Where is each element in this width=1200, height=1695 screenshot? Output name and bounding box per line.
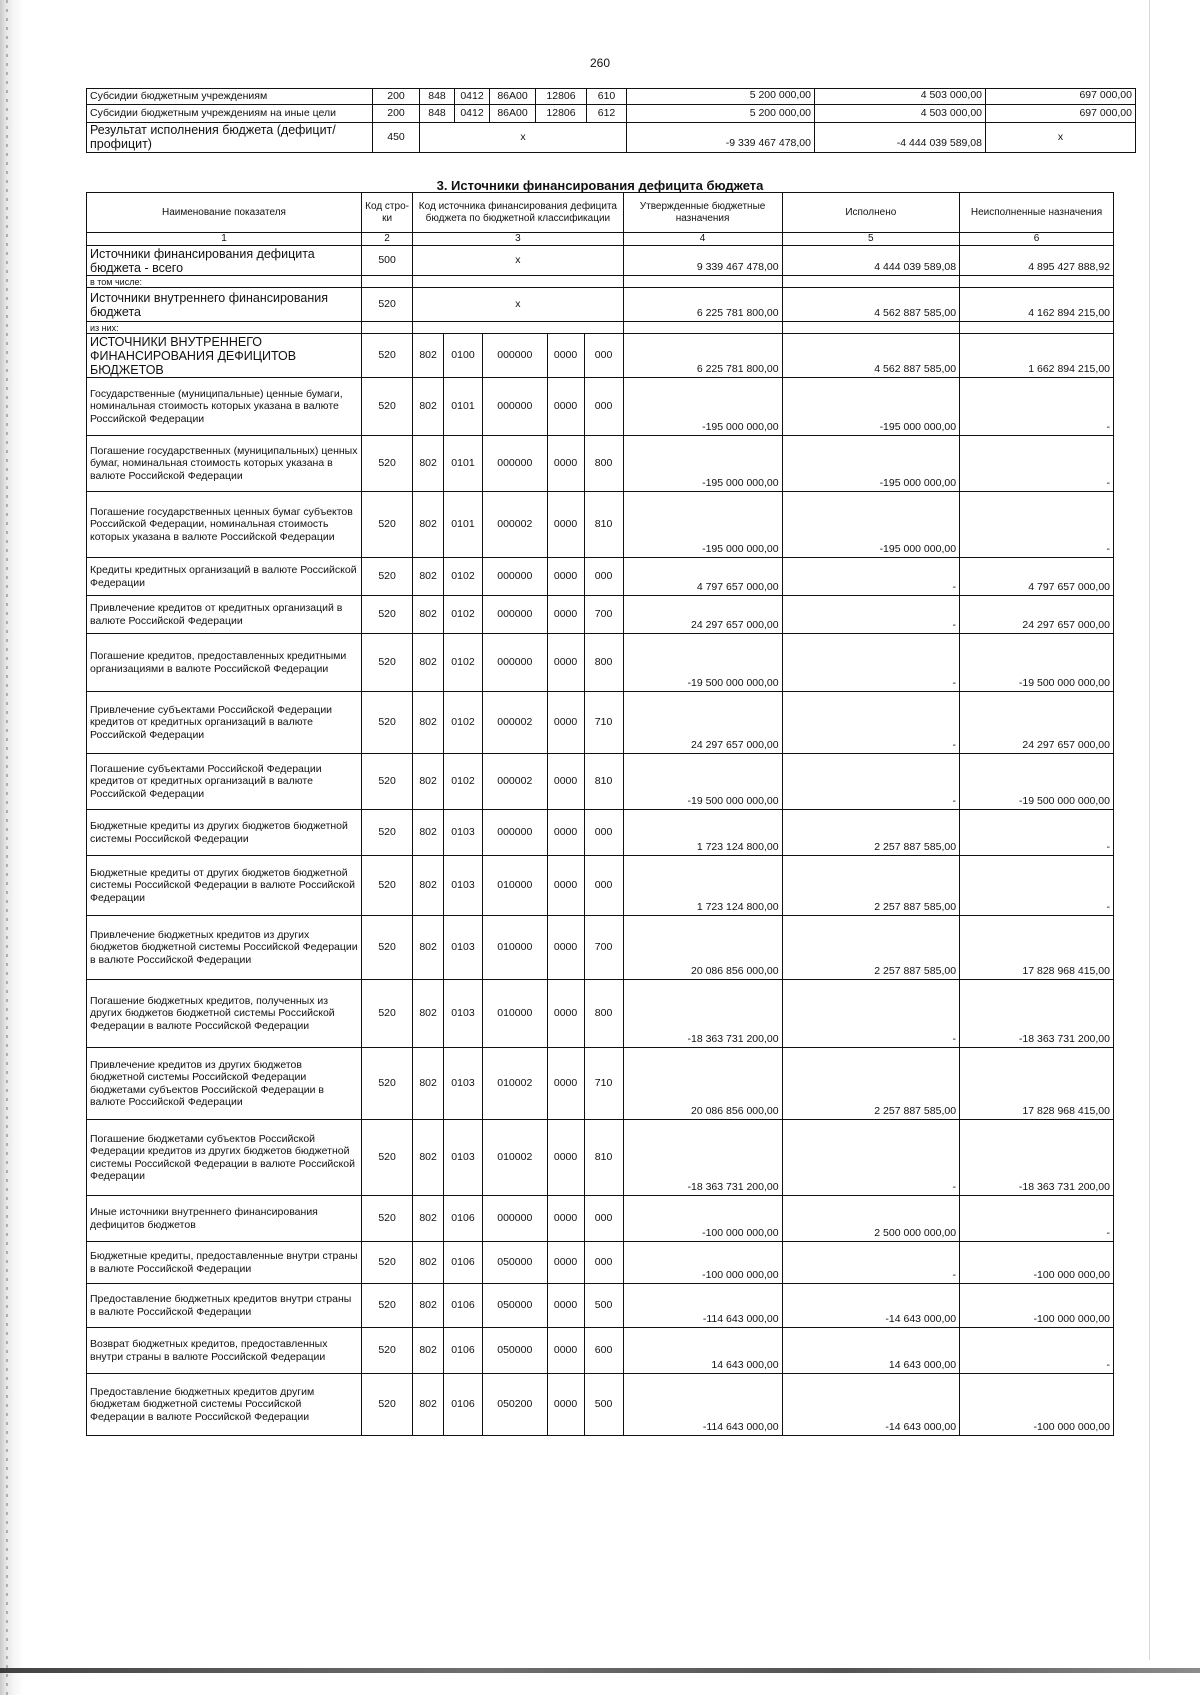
row-code-c1: 802 xyxy=(413,558,444,596)
row-code-c1: 802 xyxy=(413,810,444,856)
row-line-code: 520 xyxy=(361,596,412,634)
row-approved: -114 643 000,00 xyxy=(623,1374,782,1436)
row-code-c3: 86А00 xyxy=(490,104,536,122)
table-row xyxy=(87,596,1114,634)
row-remaining: 4 797 657 000,00 xyxy=(960,558,1114,596)
row-name: Возврат бюджетных кредитов, предоставленных внутри страны в валюте Российской Федерации xyxy=(87,1328,362,1374)
row-code-c4: 0000 xyxy=(547,596,584,634)
row-code-c3: 86А00 xyxy=(490,89,536,105)
row-remaining: -19 500 000 000,00 xyxy=(960,754,1114,810)
row-approved: -100 000 000,00 xyxy=(623,1196,782,1242)
row-name: Погашение бюджетами субъектов Российской Федерации кредитов из других бюджетов бюджетной системы Российской Федерации в валюте Российской Федерации xyxy=(87,1120,362,1196)
row-code-c2: 0103 xyxy=(443,916,482,980)
row-approved: 4 797 657 000,00 xyxy=(623,558,782,596)
row-code-c3: 000000 xyxy=(482,558,547,596)
row-approved: 5 200 000,00 xyxy=(627,89,815,105)
row-remaining: - xyxy=(960,810,1114,856)
row-code-c3: 000000 xyxy=(482,810,547,856)
row-line-code: 520 xyxy=(361,1374,412,1436)
row-approved: 24 297 657 000,00 xyxy=(623,596,782,634)
row-line-code: 520 xyxy=(361,634,412,692)
row-name: Бюджетные кредиты от других бюджетов бюджетной системы Российской Федерации в валюте Российской Федерации xyxy=(87,856,362,916)
row-executed: 2 257 887 585,00 xyxy=(782,856,959,916)
row-remaining: 24 297 657 000,00 xyxy=(960,596,1114,634)
row-executed: 2 257 887 585,00 xyxy=(782,810,959,856)
row-code-c3: 010000 xyxy=(482,980,547,1048)
row-code-c5: 700 xyxy=(584,916,623,980)
row-code-c5: 000 xyxy=(584,1242,623,1284)
row-executed: -195 000 000,00 xyxy=(782,436,959,492)
row-code-c2: 0103 xyxy=(443,810,482,856)
header-executed: Исполнено xyxy=(782,193,959,233)
row-name: Субсидии бюджетным учреждениям на иные цели xyxy=(87,104,373,122)
colnum-4: 4 xyxy=(623,233,782,246)
row-code-c2: 0412 xyxy=(455,89,490,105)
row-executed: 2 257 887 585,00 xyxy=(782,1048,959,1120)
row-approved: -18 363 731 200,00 xyxy=(623,1120,782,1196)
row-code-c3: 000000 xyxy=(482,334,547,378)
internal-code: x xyxy=(413,288,623,322)
row-code-c3: 010002 xyxy=(482,1048,547,1120)
row-remaining: 17 828 968 415,00 xyxy=(960,916,1114,980)
row-code-c5: 700 xyxy=(584,596,623,634)
row-approved: 14 643 000,00 xyxy=(623,1328,782,1374)
row-code-c1: 802 xyxy=(413,754,444,810)
row-code-c3: 050000 xyxy=(482,1328,547,1374)
row-code-c4: 0000 xyxy=(547,754,584,810)
row-code-c4: 0000 xyxy=(547,1196,584,1242)
row-remaining: - xyxy=(960,1196,1114,1242)
row-name: Привлечение бюджетных кредитов из других бюджетов бюджетной системы Российской Федерации в валюте Российской Федерации xyxy=(87,916,362,980)
total-approved: 9 339 467 478,00 xyxy=(623,246,782,276)
table-row xyxy=(87,1196,1114,1242)
row-line-code: 520 xyxy=(361,334,412,378)
row-code-c1: 802 xyxy=(413,334,444,378)
row-line-code: 520 xyxy=(361,378,412,436)
row-code-c5: 500 xyxy=(584,1374,623,1436)
row-code-c4: 0000 xyxy=(547,634,584,692)
row-code-c4: 12806 xyxy=(536,89,587,105)
row-code-c2: 0106 xyxy=(443,1242,482,1284)
row-code-c4: 0000 xyxy=(547,1328,584,1374)
row-code-c4: 0000 xyxy=(547,436,584,492)
row-executed: - xyxy=(782,634,959,692)
header-remaining: Неисполненные назначения xyxy=(960,193,1114,233)
row-executed: 4 562 887 585,00 xyxy=(782,334,959,378)
row-remaining: 17 828 968 415,00 xyxy=(960,1048,1114,1120)
row-approved: 1 723 124 800,00 xyxy=(623,810,782,856)
row-approved: 20 086 856 000,00 xyxy=(623,916,782,980)
table-row xyxy=(87,692,1114,754)
row-code-c3: 050000 xyxy=(482,1242,547,1284)
row-approved: 20 086 856 000,00 xyxy=(623,1048,782,1120)
row-code-c1: 802 xyxy=(413,378,444,436)
page-number: 260 xyxy=(589,56,611,70)
table-row xyxy=(87,378,1114,436)
row-code-c3: 010000 xyxy=(482,856,547,916)
row-line-code: 520 xyxy=(361,1284,412,1328)
deficit-sources-table xyxy=(86,192,1114,1436)
row-executed: - xyxy=(782,1242,959,1284)
row-code-c4: 0000 xyxy=(547,1120,584,1196)
row-code-c4: 0000 xyxy=(547,334,584,378)
row-code-c2: 0102 xyxy=(443,634,482,692)
row-line-code: 520 xyxy=(361,1196,412,1242)
row-code-c3: 000000 xyxy=(482,436,547,492)
row-remaining: - xyxy=(960,378,1114,436)
row-remaining: 697 000,00 xyxy=(986,89,1136,105)
row-code-c2: 0102 xyxy=(443,754,482,810)
scan-bottom-edge xyxy=(0,1668,1200,1673)
row-remaining: -19 500 000 000,00 xyxy=(960,634,1114,692)
row-code-c1: 848 xyxy=(420,104,455,122)
colnum-6: 6 xyxy=(960,233,1114,246)
row-code-c5: 800 xyxy=(584,634,623,692)
total-name: Источники финансирования дефицита бюджета - всего xyxy=(87,246,362,276)
row-remaining: -18 363 731 200,00 xyxy=(960,980,1114,1048)
row-executed: -14 643 000,00 xyxy=(782,1374,959,1436)
row-code-c2: 0102 xyxy=(443,692,482,754)
row-code-c5: 810 xyxy=(584,754,623,810)
row-code-c3: 010002 xyxy=(482,1120,547,1196)
row-code-c1: 802 xyxy=(413,980,444,1048)
row-executed: 14 643 000,00 xyxy=(782,1328,959,1374)
row-line-code: 520 xyxy=(361,692,412,754)
row-line-code: 200 xyxy=(373,104,420,122)
column-number-row xyxy=(87,233,1114,246)
row-remaining: x xyxy=(986,122,1136,152)
colnum-5: 5 xyxy=(782,233,959,246)
table-row xyxy=(87,104,1136,122)
row-executed: 4 503 000,00 xyxy=(815,104,986,122)
of-which-label: из них: xyxy=(87,322,362,334)
row-code-c3: 000002 xyxy=(482,492,547,558)
row-code-c5: 000 xyxy=(584,810,623,856)
scan-right-edge xyxy=(1149,0,1150,1660)
row-name: Субсидии бюджетным учреждениям xyxy=(87,89,373,105)
row-line-code: 520 xyxy=(361,980,412,1048)
row-code-c2: 0106 xyxy=(443,1374,482,1436)
row-code-c5: 810 xyxy=(584,492,623,558)
row-executed: 4 503 000,00 xyxy=(815,89,986,105)
row-code-c2: 0103 xyxy=(443,1120,482,1196)
table-row xyxy=(87,980,1114,1048)
row-name: Предоставление бюджетных кредитов другим бюджетам бюджетной системы Российской Федерации в валюте Российской Федерации xyxy=(87,1374,362,1436)
row-code-c4: 0000 xyxy=(547,1284,584,1328)
row-remaining: -100 000 000,00 xyxy=(960,1284,1114,1328)
row-remaining: -100 000 000,00 xyxy=(960,1242,1114,1284)
row-executed: - xyxy=(782,754,959,810)
row-code-c5: 500 xyxy=(584,1284,623,1328)
internal-name: Источники внутреннего финансирования бюджета xyxy=(87,288,362,322)
row-code-c5: 800 xyxy=(584,436,623,492)
row-code-c4: 0000 xyxy=(547,856,584,916)
row-line-code: 520 xyxy=(361,1120,412,1196)
header-source-code: Код источника финансирования дефицита бюджета по бюджетной классификации xyxy=(413,193,623,233)
row-code-c4: 0000 xyxy=(547,810,584,856)
row-name: Погашение бюджетных кредитов, полученных из других бюджетов бюджетной системы Российской Федерации в валюте Российской Федерации xyxy=(87,980,362,1048)
of-which-row xyxy=(87,322,1114,334)
row-code-c3: 000000 xyxy=(482,1196,547,1242)
row-code-c1: 802 xyxy=(413,856,444,916)
row-code-c4: 0000 xyxy=(547,980,584,1048)
row-line-code: 450 xyxy=(373,122,420,152)
table-row xyxy=(87,492,1114,558)
row-executed: - xyxy=(782,558,959,596)
row-executed: 2 500 000 000,00 xyxy=(782,1196,959,1242)
row-code-c1: 802 xyxy=(413,1242,444,1284)
including-label: в том числе: xyxy=(87,276,362,288)
total-remaining: 4 895 427 888,92 xyxy=(960,246,1114,276)
row-line-code: 520 xyxy=(361,1048,412,1120)
row-code-c4: 0000 xyxy=(547,1242,584,1284)
row-name: Погашение субъектами Российской Федерации кредитов от кредитных организаций в валюте Российской Федерации xyxy=(87,754,362,810)
table-row xyxy=(87,634,1114,692)
row-code-c4: 0000 xyxy=(547,916,584,980)
row-approved: -195 000 000,00 xyxy=(623,492,782,558)
row-code-c1: 802 xyxy=(413,1284,444,1328)
row-code-c5: 000 xyxy=(584,558,623,596)
row-code-c5: 610 xyxy=(587,89,627,105)
row-remaining: - xyxy=(960,856,1114,916)
row-line-code: 520 xyxy=(361,558,412,596)
row-code-c2: 0106 xyxy=(443,1196,482,1242)
colnum-1: 1 xyxy=(87,233,362,246)
row-approved: 5 200 000,00 xyxy=(627,104,815,122)
row-executed: -14 643 000,00 xyxy=(782,1284,959,1328)
table-row xyxy=(87,1242,1114,1284)
row-remaining: 1 662 894 215,00 xyxy=(960,334,1114,378)
total-row xyxy=(87,246,1114,276)
row-code-c3: 000000 xyxy=(482,378,547,436)
table-header-row xyxy=(87,193,1114,233)
row-executed: - xyxy=(782,980,959,1048)
table-row xyxy=(87,754,1114,810)
row-line-code: 520 xyxy=(361,916,412,980)
row-executed: -195 000 000,00 xyxy=(782,378,959,436)
internal-line: 520 xyxy=(361,288,412,322)
row-code-c2: 0412 xyxy=(455,104,490,122)
row-code-c1: 802 xyxy=(413,1196,444,1242)
row-approved: -114 643 000,00 xyxy=(623,1284,782,1328)
row-code-c3: 000002 xyxy=(482,754,547,810)
table-row xyxy=(87,1284,1114,1328)
header-line-code: Код стро- ки xyxy=(361,193,412,233)
row-name: Погашение кредитов, предоставленных кредитными организациями в валюте Российской Федерации xyxy=(87,634,362,692)
header-name: Наименование показателя xyxy=(87,193,362,233)
section-title: 3. Источники финансирования дефицита бюджета xyxy=(436,178,764,193)
row-code-c3: 000000 xyxy=(482,634,547,692)
row-code-c1: 802 xyxy=(413,1374,444,1436)
row-code-c3: 050200 xyxy=(482,1374,547,1436)
row-code-c1: 802 xyxy=(413,916,444,980)
table-row xyxy=(87,916,1114,980)
table-row xyxy=(87,1120,1114,1196)
row-executed: - xyxy=(782,1120,959,1196)
row-approved: 24 297 657 000,00 xyxy=(623,692,782,754)
row-code-c3: 050000 xyxy=(482,1284,547,1328)
row-remaining: 697 000,00 xyxy=(986,104,1136,122)
row-remaining: -100 000 000,00 xyxy=(960,1374,1114,1436)
row-code-c4: 0000 xyxy=(547,492,584,558)
row-name: Привлечение кредитов от кредитных организаций в валюте Российской Федерации xyxy=(87,596,362,634)
row-name: Иные источники внутреннего финансирования дефицитов бюджетов xyxy=(87,1196,362,1242)
table-row xyxy=(87,856,1114,916)
row-source-code: x xyxy=(420,122,627,152)
table-row xyxy=(87,334,1114,378)
row-code-c1: 848 xyxy=(420,89,455,105)
row-code-c4: 0000 xyxy=(547,378,584,436)
total-line: 500 xyxy=(361,246,412,276)
row-code-c5: 600 xyxy=(584,1328,623,1374)
row-name: Кредиты кредитных организаций в валюте Российской Федерации xyxy=(87,558,362,596)
row-code-c5: 710 xyxy=(584,692,623,754)
row-code-c2: 0101 xyxy=(443,378,482,436)
row-remaining: 24 297 657 000,00 xyxy=(960,692,1114,754)
row-code-c4: 0000 xyxy=(547,692,584,754)
row-name: Бюджетные кредиты из других бюджетов бюджетной системы Российской Федерации xyxy=(87,810,362,856)
row-remaining: -18 363 731 200,00 xyxy=(960,1120,1114,1196)
row-code-c4: 0000 xyxy=(547,1048,584,1120)
row-line-code: 520 xyxy=(361,856,412,916)
row-code-c1: 802 xyxy=(413,596,444,634)
row-approved: -100 000 000,00 xyxy=(623,1242,782,1284)
table-row xyxy=(87,558,1114,596)
row-name: Предоставление бюджетных кредитов внутри страны в валюте Российской Федерации xyxy=(87,1284,362,1328)
expenses-continuation-table xyxy=(86,88,1136,153)
internal-row xyxy=(87,288,1114,322)
row-line-code: 520 xyxy=(361,1328,412,1374)
total-executed: 4 444 039 589,08 xyxy=(782,246,959,276)
row-name: Погашение государственных ценных бумаг субъектов Российской Федерации, номинальная стоимость которых указана в валюте Российской Федерации xyxy=(87,492,362,558)
row-code-c2: 0106 xyxy=(443,1284,482,1328)
row-code-c2: 0103 xyxy=(443,856,482,916)
row-remaining: - xyxy=(960,436,1114,492)
internal-approved: 6 225 781 800,00 xyxy=(623,288,782,322)
row-executed: -4 444 039 589,08 xyxy=(815,122,986,152)
row-line-code: 200 xyxy=(373,89,420,105)
row-code-c1: 802 xyxy=(413,1048,444,1120)
row-remaining: - xyxy=(960,492,1114,558)
table-row xyxy=(87,1048,1114,1120)
colnum-2: 2 xyxy=(361,233,412,246)
row-code-c1: 802 xyxy=(413,492,444,558)
row-code-c5: 810 xyxy=(584,1120,623,1196)
row-code-c1: 802 xyxy=(413,1328,444,1374)
row-code-c5: 612 xyxy=(587,104,627,122)
row-executed: - xyxy=(782,692,959,754)
row-name: Погашение государственных (муниципальных) ценных бумаг, номинальная стоимость которых указана в валюте Российской Федерации xyxy=(87,436,362,492)
row-name: Результат исполнения бюджета (дефицит/профицит) xyxy=(87,122,373,152)
colnum-3: 3 xyxy=(413,233,623,246)
row-approved: -18 363 731 200,00 xyxy=(623,980,782,1048)
row-code-c1: 802 xyxy=(413,692,444,754)
row-line-code: 520 xyxy=(361,754,412,810)
internal-remaining: 4 162 894 215,00 xyxy=(960,288,1114,322)
table-row xyxy=(87,89,1136,105)
row-name: Государственные (муниципальные) ценные бумаги, номинальная стоимость которых указана в валюте Российской Федерации xyxy=(87,378,362,436)
row-code-c5: 000 xyxy=(584,1196,623,1242)
row-code-c2: 0106 xyxy=(443,1328,482,1374)
row-code-c2: 0101 xyxy=(443,436,482,492)
row-executed: 2 257 887 585,00 xyxy=(782,916,959,980)
row-code-c5: 800 xyxy=(584,980,623,1048)
row-code-c3: 000002 xyxy=(482,692,547,754)
row-approved: -9 339 467 478,00 xyxy=(627,122,815,152)
row-code-c4: 0000 xyxy=(547,558,584,596)
row-code-c4: 0000 xyxy=(547,1374,584,1436)
row-code-c5: 000 xyxy=(584,334,623,378)
row-line-code: 520 xyxy=(361,492,412,558)
row-code-c2: 0101 xyxy=(443,492,482,558)
row-name: Бюджетные кредиты, предоставленные внутри страны в валюте Российской Федерации xyxy=(87,1242,362,1284)
scan-left-edge xyxy=(0,0,24,1695)
row-name: Привлечение субъектами Российской Федерации кредитов от кредитных организаций в валюте Российской Федерации xyxy=(87,692,362,754)
row-line-code: 520 xyxy=(361,1242,412,1284)
row-code-c2: 0100 xyxy=(443,334,482,378)
row-approved: -19 500 000 000,00 xyxy=(623,754,782,810)
row-remaining: - xyxy=(960,1328,1114,1374)
row-code-c2: 0103 xyxy=(443,1048,482,1120)
row-code-c5: 710 xyxy=(584,1048,623,1120)
row-code-c2: 0102 xyxy=(443,558,482,596)
row-code-c2: 0102 xyxy=(443,596,482,634)
row-line-code: 520 xyxy=(361,810,412,856)
table-row xyxy=(87,810,1114,856)
row-name: ИСТОЧНИКИ ВНУТРЕННЕГО ФИНАНСИРОВАНИЯ ДЕФИЦИТОВ БЮДЖЕТОВ xyxy=(87,334,362,378)
row-approved: -19 500 000 000,00 xyxy=(623,634,782,692)
row-line-code: 520 xyxy=(361,436,412,492)
row-code-c3: 000000 xyxy=(482,596,547,634)
row-approved: 6 225 781 800,00 xyxy=(623,334,782,378)
row-code-c1: 802 xyxy=(413,1120,444,1196)
row-approved: -195 000 000,00 xyxy=(623,436,782,492)
internal-executed: 4 562 887 585,00 xyxy=(782,288,959,322)
row-approved: -195 000 000,00 xyxy=(623,378,782,436)
row-code-c1: 802 xyxy=(413,436,444,492)
row-executed: -195 000 000,00 xyxy=(782,492,959,558)
header-approved: Утвержденные бюджетные назначения xyxy=(623,193,782,233)
table-row xyxy=(87,1328,1114,1374)
row-code-c2: 0103 xyxy=(443,980,482,1048)
row-code-c5: 000 xyxy=(584,856,623,916)
total-code: x xyxy=(413,246,623,276)
row-code-c1: 802 xyxy=(413,634,444,692)
row-name: Привлечение кредитов из других бюджетов бюджетной системы Российской Федерации бюджетами субъектов Российской Федерации в валюте Российской Федерации xyxy=(87,1048,362,1120)
table-row xyxy=(87,436,1114,492)
row-executed: - xyxy=(782,596,959,634)
table-row xyxy=(87,1374,1114,1436)
row-code-c5: 000 xyxy=(584,378,623,436)
row-approved: 1 723 124 800,00 xyxy=(623,856,782,916)
row-code-c4: 12806 xyxy=(536,104,587,122)
table-row xyxy=(87,122,1136,152)
row-code-c3: 010000 xyxy=(482,916,547,980)
including-row xyxy=(87,276,1114,288)
